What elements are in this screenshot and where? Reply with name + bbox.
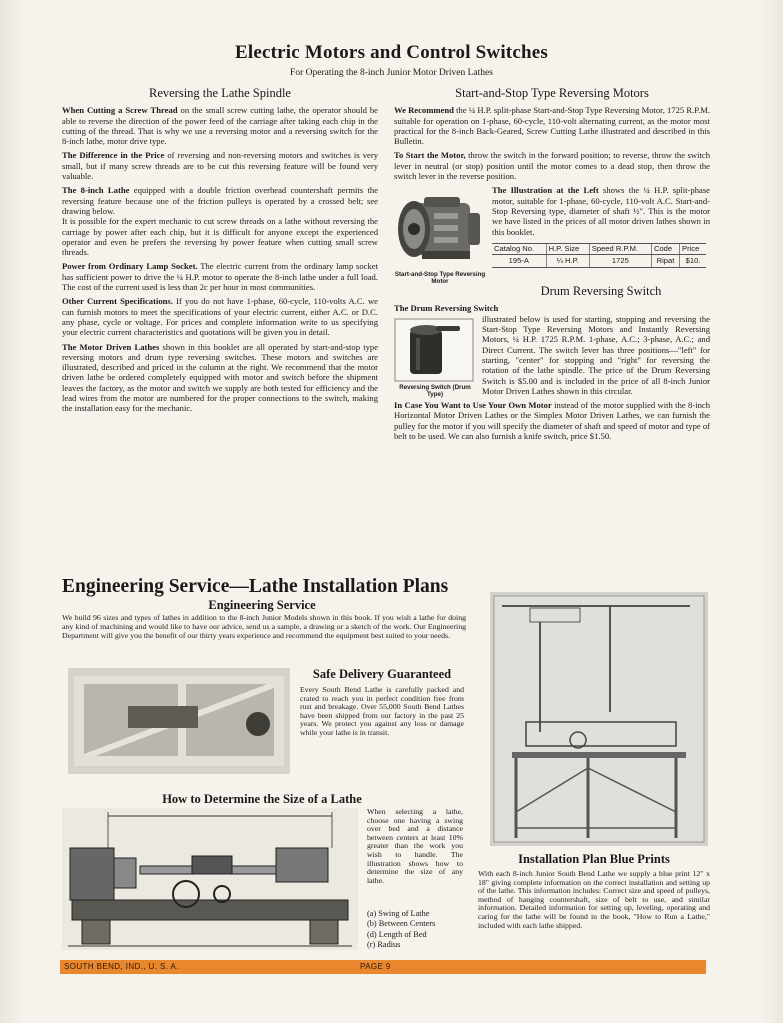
body-text: It is possible for the expert mechanic to cut screw threads on a lathe without reversing the carriage by power after each chip, but it is difficult for anyone except the experienced operator and even he prefers the reversing by power feature when cutting small screw threads. <box>62 216 378 258</box>
body-text: throw the switch in the forward position; to reverse, throw the switch lever in neutral (or stop) position until the motor comes to a dead stop, then throw the switch lever in the reverse position. <box>394 150 710 182</box>
motor-illustration <box>394 185 486 289</box>
body-text: equipped with a double friction overhead countershaft permits the reversing feature because one of the friction pulleys is operated by a crossed belt; see drawing below. <box>62 185 379 216</box>
switch-caption: Reversing Switch (Drum Type) <box>399 384 471 399</box>
section-heading-reversing: Reversing the Lathe Spindle <box>149 86 291 100</box>
body-text: of reversing and non-reversing motors and switches is very small, but if many screw threads are to be cut this reversing feature will be found very valuable. <box>62 150 379 182</box>
body-text: shows the ¼ H.P. split-phase motor, suitable for 1-phase, 60-cycle, 110-volt A.C. Start-and-Stop Reversing type, diameter of shaft ½". This is the motor we have listed in the prices of all motor driven lathes shown in this booklet. <box>492 185 710 237</box>
lead-text: The Motor Driven Lathes <box>62 341 160 352</box>
list-item: (d) Length of Bed <box>367 929 427 939</box>
drum-switch-illustration <box>394 318 476 398</box>
lead-text: To Start the Motor, <box>394 150 466 161</box>
safe-delivery-title: Safe Delivery Guaranteed <box>312 667 452 681</box>
left-column <box>62 88 378 418</box>
blueprint-illustration <box>490 592 708 846</box>
table-cell: 1725 <box>589 254 651 267</box>
footer-location: SOUTH BEND, IND., U. S. A. <box>64 962 179 971</box>
engineering-body: We build 96 sizes and types of lathes in addition to the 8-inch Junior Models shown in this book. If you wish a lathe for doing any kind of machining and would like to have our advice, send us a sample, a drawing or a sketch of the work. Our Engineering Department will give you the benefit of our thirty years experience and recommend the equipment best suited to your needs. <box>62 613 466 640</box>
list-item: (b) Between Centers <box>367 919 436 929</box>
body-text: The electric current from the ordinary lamp socket has sufficient power to drive the ¼ H.P. motor to operate the 8-inch lathe under a full load. The cost of the current used is less than 2c per hour in most communities. <box>62 261 378 293</box>
table-header: Price <box>680 243 706 254</box>
safe-delivery-body: Every South Bend Lathe is carefully packed and crated to reach you in perfect condition free from rust and breakage. Over 55,000 South Bend Lathes have been shipped from our factory in the past 25 years. We protect you against any loss or damage while your lathe is in transit. <box>300 685 464 737</box>
right-column <box>394 88 710 445</box>
body-text: on the small screw cutting lathe, the operator should be able to reverse the direction of the power feed of the carriage after taking each chip in the cutting of the thread. That is why we use a reversing motor and a reversing switch for the 8-inch lathe, motor drive type. <box>62 105 378 147</box>
list-item: (a) Swing of Lathe <box>367 909 430 918</box>
lathe-size-title: How to Determine the Size of a Lathe <box>162 792 362 806</box>
lead-text: The 8-inch Lathe <box>62 185 130 196</box>
table-cell: 195-A <box>492 254 546 267</box>
shipping-crate-illustration <box>68 668 290 774</box>
blueprint-body: With each 8-inch Junior South Bend Lathe we supply a blue print 12" x 18" giving complete information on the correct installation and setting up of the lathe. This information includes: Correct size and speed of pulleys, method of hanging countershaft, size of belt to use, and similar information. Detailed information for setting up, leveling, operating and caring for the lathe will be found in the book, "How to Run a Lathe," included with each lathe shipped. <box>478 869 710 930</box>
body-text: shown in this booklet are all operated by start-and-stop type reversing motors and drum type reversing switches. These motors and switches are illustrated, described and priced in the column at the right. We recommend that the motor driven lathe be ordered completely equipped with motor and switch before the shipment leaves the factory, as the motor and switch we supply are both tested for efficiency and the lead wires from the motor are numbered for the proper connections to the switch, making the installation easy for the mechanic. <box>62 341 379 414</box>
safe-delivery-block <box>300 667 464 738</box>
body-text: If you do not have 1-phase, 60-cycle, 110-volts A.C. we can furnish motors to meet the specifications of your electric current, either A.C. or D.C. any phase, cycle or voltage. For prices and complete information write to us specifying your electric current characteristics and quotations will be given you in detail. <box>62 296 378 338</box>
lead-text: The Illustration at the Left <box>492 185 599 196</box>
lead-text: We Recommend <box>394 105 454 116</box>
table-header-row <box>492 243 706 254</box>
lathe-size-diagram <box>62 808 358 950</box>
page-title: Electric Motors and Control Switches <box>235 42 548 63</box>
blueprint-title: Installation Plan Blue Prints <box>518 852 670 866</box>
paragraph <box>394 150 710 181</box>
lead-text: In Case You Want to Use Your Own Motor <box>394 400 552 411</box>
paragraph <box>62 342 378 414</box>
list-item: (r) Radius <box>367 939 401 949</box>
table-header: Code <box>651 243 679 254</box>
lead-text: Other Current Specifications. <box>62 296 173 307</box>
engineering-title: Engineering Service—Lathe Installation Plans <box>62 576 449 597</box>
paragraph <box>62 261 378 292</box>
motor-spec-table <box>492 243 706 268</box>
page-number: PAGE 9 <box>360 962 391 971</box>
table-cell: $10. <box>680 254 706 267</box>
page-subtitle: For Operating the 8-inch Junior Motor Driven Lathes <box>290 68 493 78</box>
lead-text: The Drum Reversing Switch <box>394 303 499 314</box>
table-row <box>492 254 706 267</box>
lathe-size-body: When selecting a lathe, choose one having a swing over bed and a distance between centers at least 10% greater than the work you wish to handle. The illustration shows how to determine the size of any lathe. <box>367 807 463 885</box>
section-heading-drum-switch: Drum Reversing Switch <box>540 284 662 299</box>
lead-text: The Difference in the Price <box>62 150 165 161</box>
lead-text: Power from Ordinary Lamp Socket. <box>62 261 198 272</box>
section-heading-motors: Start-and-Stop Type Reversing Motors <box>455 86 649 100</box>
table-cell: Ripat <box>651 254 679 267</box>
paragraph <box>394 400 710 441</box>
engineering-subtitle: Engineering Service <box>208 598 316 612</box>
lathe-size-list <box>367 909 467 950</box>
footer-bar <box>60 960 706 974</box>
body-text: the ¼ H.P. split-phase Start-and-Stop Type Reversing Motor, 1725 R.P.M. suitable for operation on 1-phase, 60-cycle, 110-volt alternating current, as the motor most practical for the 8-inch Back-Geared, Screw Cutting Lathe illustrated and described in this Bulletin. <box>394 105 711 147</box>
paragraph <box>394 105 710 146</box>
table-cell: ¼ H.P. <box>546 254 589 267</box>
table-header: Speed R.P.M. <box>589 243 651 254</box>
body-text: illustrated below is used for starting, stopping and reversing the Start-Stop Type Reversing Motors and Instantly Reversing Motors, ¼ H.P. 1725 R.P.M. 1-phase, A.C.; 3-phase, A.C.; and Direct Current. The switch lever has three positions—"left" for starting, "center" for stopping and "right" for reversing the rotation of the lathe spindle. The price of the Drum Reversing Switch is $5.00 and is included in the price of all 8-inch Junior Motor Driven Lathes shown in this circular. <box>482 313 710 396</box>
paragraph <box>394 303 710 313</box>
table-header: H.P. Size <box>546 243 589 254</box>
paragraph <box>62 150 378 181</box>
lead-text: When Cutting a Screw Thread <box>62 105 178 116</box>
paragraph <box>62 105 378 146</box>
body-text: instead of the motor supplied with the 8-inch Horizontal Motor Driven Lathes or the Simplex Motor Driven Lathes, we can furnish the pulley for the motor if you will specify the diameter of shaft and speed of motor and type of belt to be used. We can also furnish a knife switch, price $1.50. <box>394 400 710 442</box>
table-header: Catalog No. <box>492 243 546 254</box>
motor-caption: Start-and-Stop Type Reversing Motor <box>394 271 486 286</box>
paragraph <box>62 185 378 257</box>
paragraph <box>62 296 378 337</box>
